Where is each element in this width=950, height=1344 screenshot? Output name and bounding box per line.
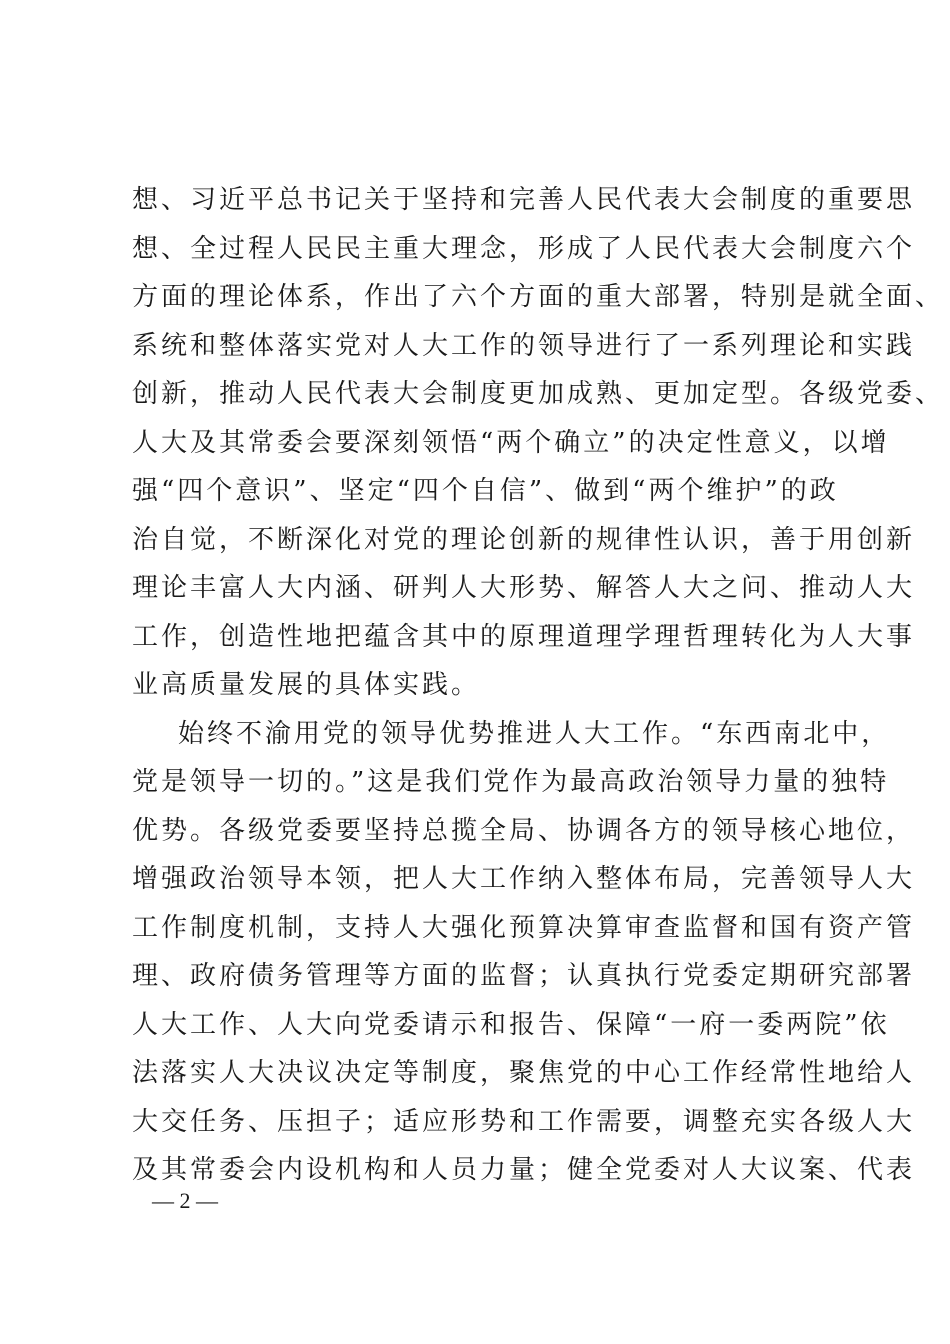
text-line: 工作制度机制，支持人大强化预算决算审查监督和国有资产管	[132, 912, 916, 943]
text-line: 理论丰富人大内涵、研判人大形势、解答人大之问、推动人大	[132, 573, 916, 603]
text-line: 系统和整体落实党对人大工作的领导进行了一系列理论和实践	[132, 330, 916, 361]
text-line: 优势。各级党委要坚持总揽全局、协调各方的领导核心地位，	[132, 815, 916, 846]
text-line: 工作，创造性地把蕴含其中的原理道理学理哲理转化为人大事	[132, 621, 916, 652]
text-line: 人大工作、人大向党委请示和报告、保障“一府一委两院”依	[132, 1009, 890, 1040]
text-line: 大交任务、压担子；适应形势和工作需要，调整充实各级人大	[132, 1106, 916, 1137]
text-line: 想、习近平总书记关于坚持和完善人民代表大会制度的重要思	[132, 185, 916, 215]
text-line: 始终不渝用党的领导优势推进人大工作。“东西南北中，	[178, 718, 891, 749]
text-line: 党是领导一切的。”这是我们党作为最高政治领导力量的独特	[132, 767, 890, 797]
text-line: 治自觉，不断深化对党的理论创新的规律性认识，善于用创新	[132, 524, 916, 555]
page-number: — 2 —	[152, 1188, 218, 1213]
paragraph-2	[132, 710, 916, 1195]
text-line: 人大及其常委会要深刻领悟“两个确立”的决定性意义，以增	[132, 427, 890, 458]
text-line: 强“四个意识”、坚定“四个自信”、做到“两个维护”的政	[132, 476, 839, 506]
text-line: 创新，推动人民代表大会制度更加成熟、更加定型。各级党委、	[132, 379, 945, 409]
text-line: 想、全过程人民民主重大理念，形成了人民代表大会制度六个	[132, 233, 916, 264]
text-line: 方面的理论体系，作出了六个方面的重大部署，特别是就全面、	[132, 282, 945, 312]
body-text	[132, 176, 945, 1195]
text-line: 理、政府债务管理等方面的监督；认真执行党委定期研究部署	[132, 961, 916, 991]
text-line: 增强政治领导本领，把人大工作纳入整体布局，完善领导人大	[132, 864, 916, 894]
paragraph-1	[132, 176, 945, 710]
text-line: 业高质量发展的具体实践。	[132, 670, 481, 700]
text-line: 法落实人大决议决定等制度，聚焦党的中心工作经常性地给人	[132, 1058, 916, 1088]
text-line: 及其常委会内设机构和人员力量；健全党委对人大议案、代表	[132, 1155, 916, 1185]
